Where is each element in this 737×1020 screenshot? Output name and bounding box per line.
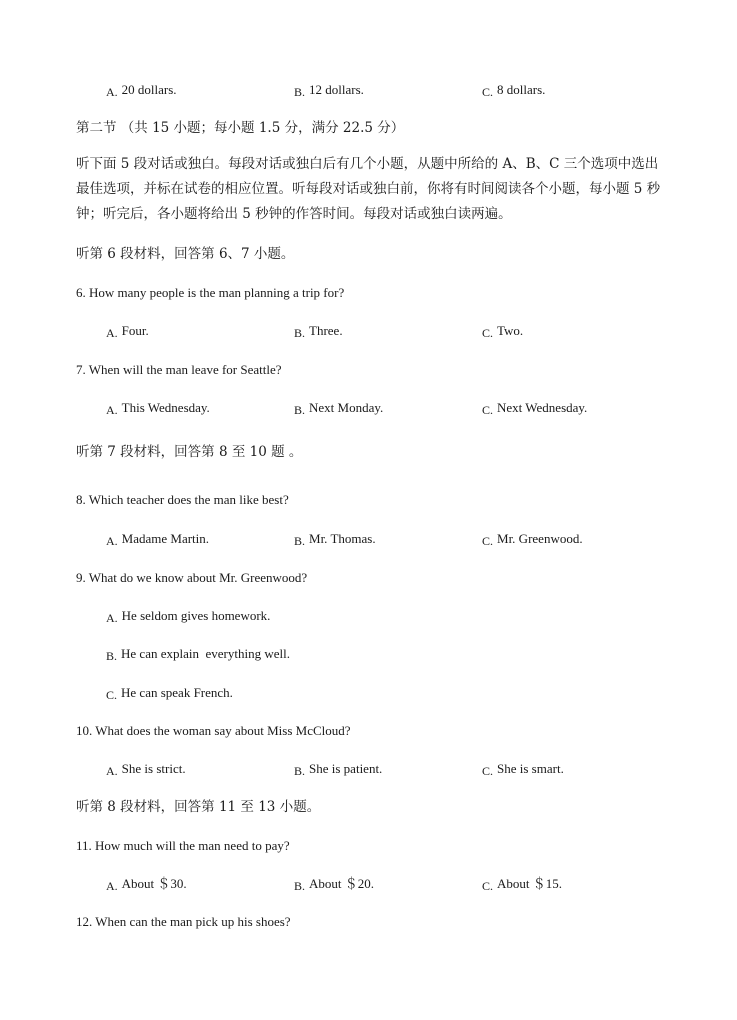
material-7-heading: 听第 7 段材料，回答第 8 至 10 题 。 bbox=[76, 444, 303, 460]
q11-option-c: C. About ＄15. bbox=[482, 876, 563, 893]
material-8-heading: 听第 8 段材料，回答第 11 至 13 小题。 bbox=[76, 799, 321, 815]
question-7: 7. When will the man leave for Seattle? bbox=[76, 362, 282, 377]
q6-option-c: C. Two. bbox=[482, 323, 524, 340]
q5-option-a: A. 20 dollars. bbox=[106, 82, 177, 99]
section2-instructions: 听下面 5 段对话或独白。每段对话或独白后有几个小题，从题中所给的 A、B、C 三个选项中选出最佳选项，并标在试卷的相应位置。听每段对话或独白前，你将有时间阅读各个小题，每小题 5 秒钟；听完后，各小题将给出 5 秒钟的作答时间。每段对话或独白读两遍。 bbox=[76, 156, 661, 222]
q8-option-c: C. Mr. Greenwood. bbox=[482, 531, 583, 548]
q7-option-b: B. Next Monday. bbox=[294, 400, 384, 417]
q9-option-b: B. He can explain everything well. bbox=[106, 646, 290, 663]
q9-option-a: A. He seldom gives homework. bbox=[106, 608, 271, 625]
q10-option-c: C. She is smart. bbox=[482, 761, 564, 778]
q10-option-a: A. She is strict. bbox=[106, 761, 186, 778]
q5-option-b: B. 12 dollars. bbox=[294, 82, 364, 99]
section2-heading: 第二节 （共 15 小题；每小题 1.5 分，满分 22.5 分） bbox=[76, 120, 405, 136]
q5-option-c: C. 8 dollars. bbox=[482, 82, 546, 99]
question-11: 11. How much will the man need to pay? bbox=[76, 838, 290, 853]
question-6: 6. How many people is the man planning a trip for? bbox=[76, 285, 345, 300]
q6-option-a: A. Four. bbox=[106, 323, 149, 340]
q7-option-a: A. This Wednesday. bbox=[106, 400, 210, 417]
q11-option-b: B. About ＄20. bbox=[294, 876, 375, 893]
q11-option-a: A. About ＄30. bbox=[106, 876, 187, 893]
question-8: 8. Which teacher does the man like best? bbox=[76, 492, 289, 507]
question-12: 12. When can the man pick up his shoes? bbox=[76, 914, 291, 929]
question-10: 10. What does the woman say about Miss McCloud? bbox=[76, 723, 351, 738]
q10-option-b: B. She is patient. bbox=[294, 761, 383, 778]
q7-option-c: C. Next Wednesday. bbox=[482, 400, 588, 417]
q9-option-c: C. He can speak French. bbox=[106, 685, 233, 702]
material-6-heading: 听第 6 段材料，回答第 6、7 小题。 bbox=[76, 246, 295, 262]
q8-option-b: B. Mr. Thomas. bbox=[294, 531, 376, 548]
question-9: 9. What do we know about Mr. Greenwood? bbox=[76, 570, 308, 585]
q8-option-a: A. Madame Martin. bbox=[106, 531, 210, 548]
q6-option-b: B. Three. bbox=[294, 323, 343, 340]
